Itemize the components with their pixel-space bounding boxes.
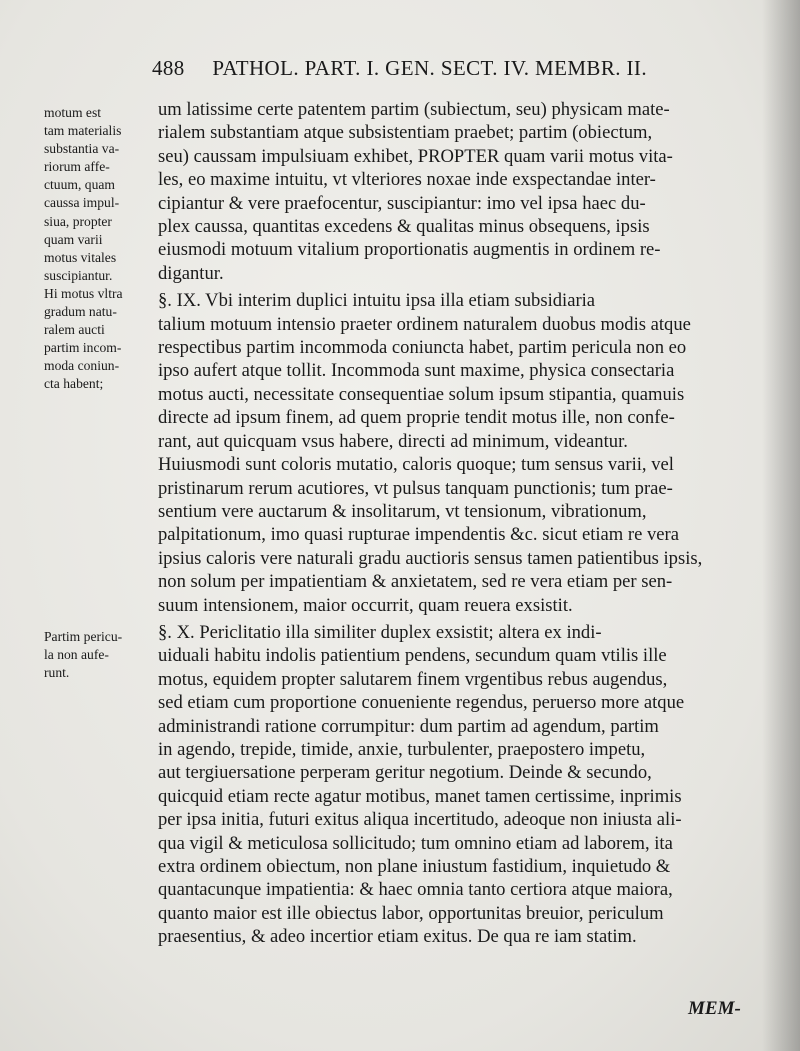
text-line: non solum per impatientiam & anxietatem, sed re vera etiam per sen- — [158, 571, 673, 593]
text-line: rialem substantiam atque subsistentiam praebet; partim (obiectum, — [158, 122, 653, 144]
margin-note-line: runt. — [44, 665, 70, 681]
margin-note-line: motum est — [44, 105, 102, 120]
margin-note-line: caussa impul- — [44, 195, 120, 211]
text-line: praesentius, & adeo incertior etiam exitus. De qua re iam statim. — [158, 926, 637, 948]
margin-note-line: motus vitales — [44, 249, 117, 265]
page-header — [152, 56, 712, 81]
margin-note-2 — [44, 628, 152, 682]
text-line: eiusmodi motuum vitalium proportionatis augmentis in ordinem re- — [158, 239, 661, 261]
running-title: PATHOL. PART. I. GEN. SECT. IV. MEMBR. II. — [212, 56, 647, 80]
text-line: motus, equidem propter salutarem finem vrgentibus rebus augendus, — [158, 668, 668, 690]
margin-note-line: tam materialis — [44, 123, 122, 139]
text-line: cipiantur & vere praefocentur, suscipiantur: imo vel ipsa haec du- — [158, 192, 646, 214]
text-line: directe ad ipsum finem, ad quem proprie tendit motus ille, non confe- — [158, 407, 675, 429]
margin-note-1 — [44, 104, 152, 394]
margin-note-line: Hi motus vltra — [44, 285, 123, 301]
text-line: talium motuum intensio praeter ordinem naturalem duobus modis atque — [158, 313, 691, 335]
text-line: pristinarum rerum acutiores, vt pulsus tanquam punctionis; tum prae- — [158, 477, 673, 499]
text-line: plex caussa, quantitas excedens & qualitas minus obsequens, ipsis — [158, 216, 650, 238]
text-line: §. X. Periclitatio illa similiter duplex exsistit; altera ex indi- — [158, 621, 602, 643]
margin-note-line: la non aufe- — [44, 647, 109, 663]
page-edge-shadow — [762, 0, 800, 1051]
text-line: rant, aut quicquam vsus habere, directi ad minimum, videantur. — [158, 430, 628, 452]
text-line: digantur. — [158, 262, 224, 284]
text-line: administrandi ratione corrumpitur: dum partim ad agendum, partim — [158, 715, 659, 737]
margin-note-line: cta habent; — [44, 376, 104, 392]
text-line: qua vigil & meticulosa sollicitudo; tum omnino etiam ad laborem, ita — [158, 832, 673, 854]
text-line: seu) caussam impulsiuam exhibet, PROPTER quam varii motus vita- — [158, 145, 673, 167]
text-line: quantacunque impatientia: & haec omnia tanto certiora atque maiora, — [158, 879, 673, 901]
margin-note-line: suscipiantur. — [44, 267, 113, 283]
margin-note-line: ralem aucti — [44, 322, 105, 338]
margin-note-line: quam varii — [44, 231, 103, 247]
margin-note-line: ctuum, quam — [44, 177, 115, 193]
text-line: um latissime certe patentem partim (subiectum, seu) physicam mate- — [158, 99, 670, 120]
margin-note-line: Partim pericu- — [44, 629, 123, 644]
margin-note-line: riorum affe- — [44, 159, 110, 175]
text-line: les, eo maxime intuitu, vt vlteriores noxae inde exspectandae inter- — [158, 169, 656, 191]
text-line: ipso aufert atque tollit. Incommoda sunt maxime, physica consectaria — [158, 360, 675, 382]
page-number: 488 — [152, 56, 185, 80]
text-line: aut tergiuersatione perperam geritur negotium. Deinde & secundo, — [158, 762, 652, 784]
margin-note-line: siua, propter — [44, 213, 112, 229]
margin-note-line: partim incom- — [44, 340, 122, 356]
main-text — [158, 98, 748, 949]
text-line: sed etiam cum proportione conueniente regendus, peruerso more atque — [158, 692, 685, 714]
margin-note-line: gradum natu- — [44, 304, 117, 320]
text-line: motus aucti, necessitate consequentiae solum ipsum stipantia, quamuis — [158, 383, 685, 405]
text-line: sentium vere auctarum & insolitarum, vt tensionum, vibrationum, — [158, 500, 647, 522]
margin-note-line: moda coniun- — [44, 358, 120, 374]
margin-note-line: substantia va- — [44, 141, 120, 157]
text-line: §. IX. Vbi interim duplici intuitu ipsa illa etiam subsidiaria — [158, 290, 596, 312]
text-line: respectibus partim incommoda coniuncta habet, partim pericula non eo — [158, 337, 687, 359]
text-line: extra ordinem obiectum, non plane iniustum fastidium, inquietudo & — [158, 856, 671, 877]
text-line: in agendo, trepide, timide, anxie, turbulenter, praepostero impetu, — [158, 738, 646, 760]
text-line: suum intensionem, maior occurrit, quam reuera exsistit. — [158, 594, 573, 616]
text-line: quicquid etiam recte agatur motibus, manet tamen certissime, inprimis — [158, 785, 682, 807]
text-line: ipsius caloris vere naturali gradu auctioris sensus tamen patientibus ipsis, — [158, 547, 703, 569]
text-line: quanto maior est ille obiectus labor, opportunitas breuior, periculum — [158, 902, 664, 924]
text-line: per ipsa initia, futuri exitus aliqua incertitudo, adeoque non iniusta ali- — [158, 809, 682, 831]
catchword: MEM- — [688, 998, 741, 1019]
text-line: Huiusmodi sunt coloris mutatio, caloris quoque; tum sensus varii, vel — [158, 454, 674, 476]
text-line: uiduali habitu indolis patientium pendens, secundum quam vtilis ille — [158, 645, 667, 667]
text-line: palpitationum, imo quasi rupturae impendentis &c. sicut etiam re vera — [158, 524, 679, 546]
